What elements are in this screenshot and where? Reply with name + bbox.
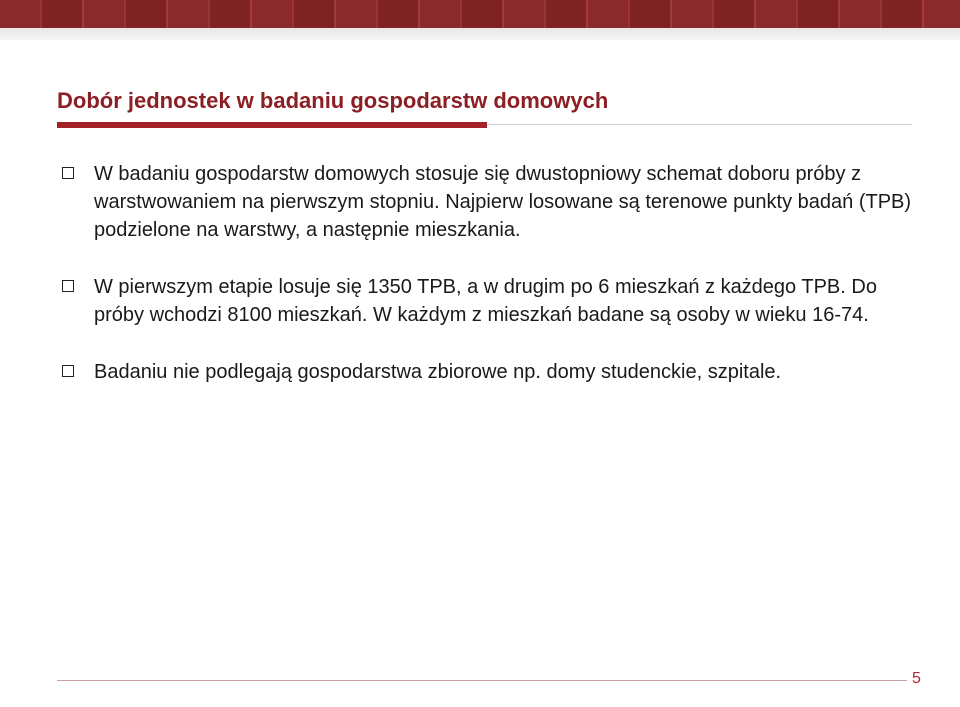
bullet-item <box>62 273 912 329</box>
footer-rule <box>57 680 907 681</box>
top-banner-shadow <box>0 28 960 40</box>
bullet-item <box>62 358 912 386</box>
hollow-square-icon <box>62 280 74 292</box>
bullet-item <box>62 160 912 244</box>
hollow-square-icon <box>62 167 74 179</box>
hollow-square-icon <box>62 365 74 377</box>
slide-title: Dobór jednostek w badaniu gospodarstw domowych <box>57 88 609 113</box>
bullet-text: Badaniu nie podlegają gospodarstwa zbiorowe np. domy studenckie, szpitale. <box>94 361 782 383</box>
title-underline-rule <box>487 124 912 125</box>
bullet-list <box>62 160 912 386</box>
title-underline-accent <box>57 122 487 128</box>
page-number: 5 <box>912 670 921 687</box>
bullet-text: W badaniu gospodarstw domowych stosuje się dwustopniowy schemat doboru próby z warstwowaniem na pierwszym stopniu. Najpierw losowane są terenowe punkty badań (TPB) podzielone na warstwy, a następnie mieszkania. <box>94 163 912 241</box>
top-banner <box>0 0 960 28</box>
bullet-text: W pierwszym etapie losuje się 1350 TPB, a w drugim po 6 mieszkań z każdego TPB. Do próby wchodzi 8100 mieszkań. W każdym z mieszkań badane są osoby w wieku 16-74. <box>94 276 877 326</box>
